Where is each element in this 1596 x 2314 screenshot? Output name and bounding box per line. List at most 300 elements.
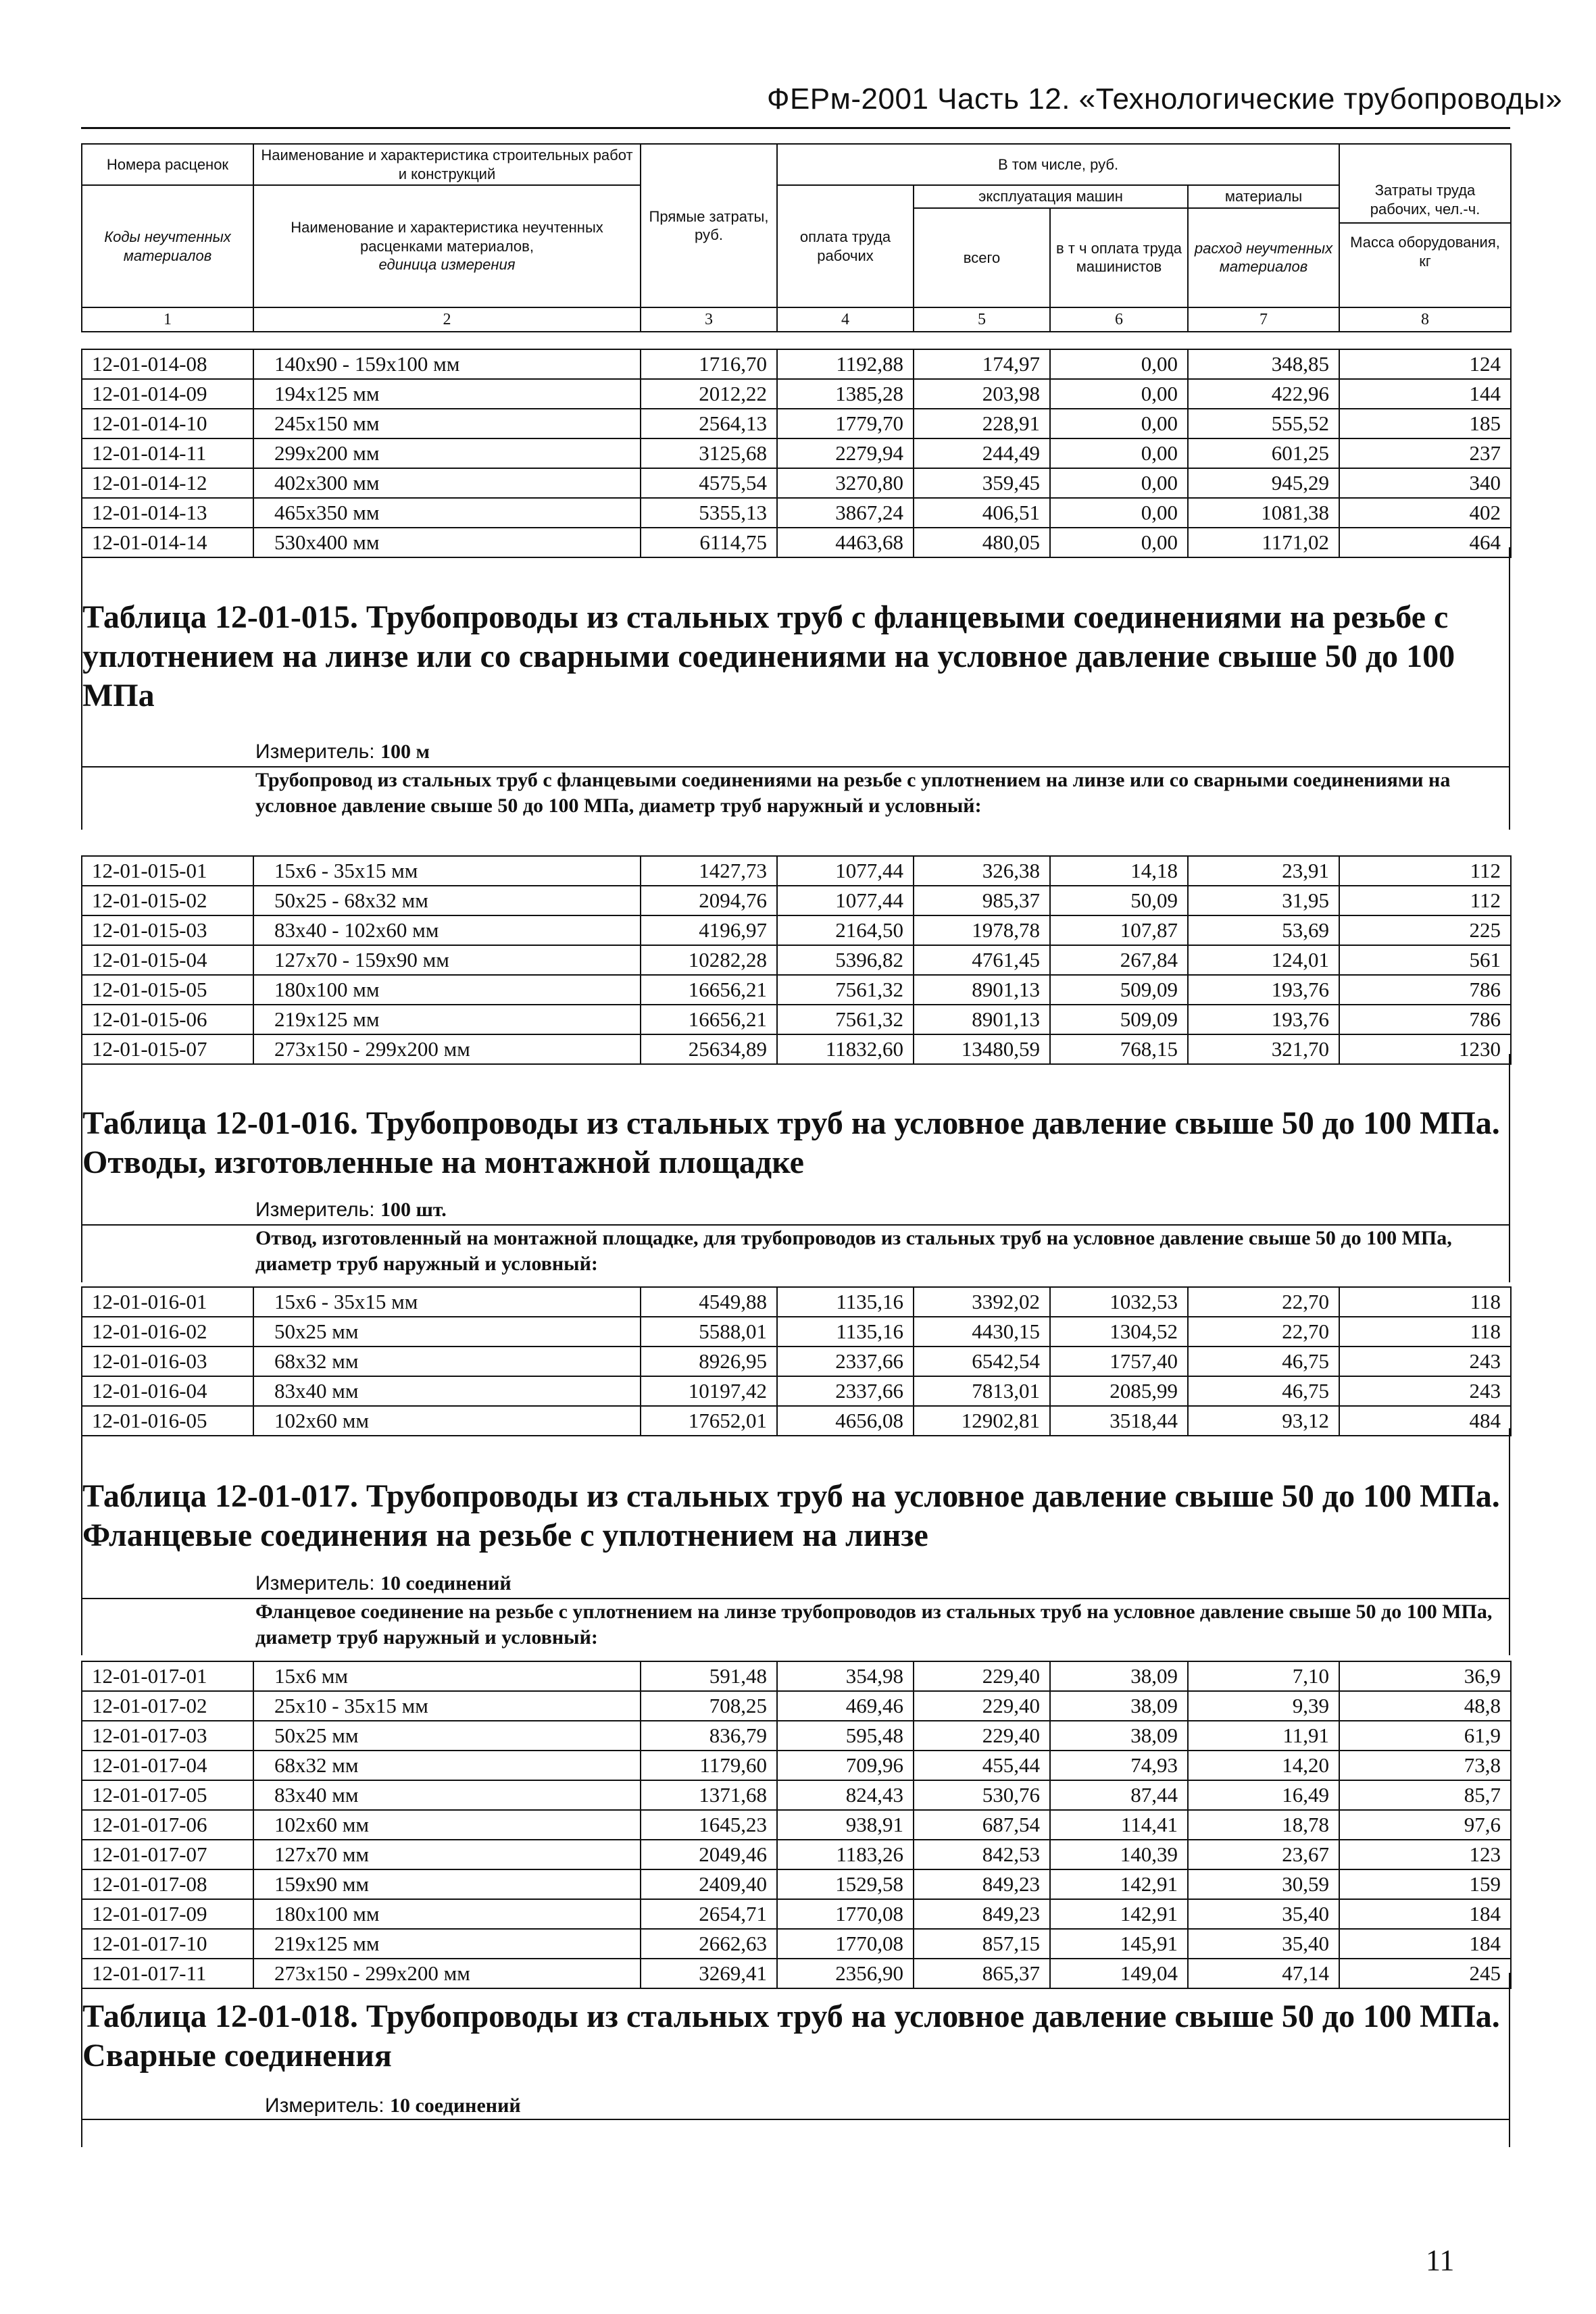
table-row (82, 1899, 1511, 1929)
cell-materials: 23,91 (1188, 856, 1339, 886)
cell-name: 219x125 мм (253, 1005, 641, 1034)
table-row (82, 975, 1511, 1005)
cell-code: 12-01-014-13 (82, 498, 253, 528)
cell-labor-hours: 73,8 (1339, 1751, 1511, 1780)
cell-machine-total: 8901,13 (914, 975, 1050, 1005)
cell-machinist-pay: 107,87 (1050, 915, 1188, 945)
cell-direct-costs: 1427,73 (641, 856, 777, 886)
cell-direct-costs: 4575,54 (641, 468, 777, 498)
cell-machinist-pay: 87,44 (1050, 1780, 1188, 1810)
table-016 (81, 1286, 1512, 1436)
cell-labor-pay: 2337,66 (777, 1376, 914, 1406)
cell-code: 12-01-014-08 (82, 349, 253, 379)
cell-name: 50x25 мм (253, 1317, 641, 1347)
frame-right-015b (1509, 1054, 1510, 1120)
cell-labor-hours: 124 (1339, 349, 1511, 379)
table-row (82, 1347, 1511, 1376)
cell-code: 12-01-017-06 (82, 1810, 253, 1840)
cell-labor-hours: 36,9 (1339, 1661, 1511, 1691)
cell-code: 12-01-017-07 (82, 1840, 253, 1869)
cell-name: 273x150 - 299x200 мм (253, 1959, 641, 1988)
cell-code: 12-01-016-01 (82, 1287, 253, 1317)
cell-labor-pay: 1077,44 (777, 886, 914, 915)
cell-machinist-pay: 142,91 (1050, 1869, 1188, 1899)
cell-machinist-pay: 145,91 (1050, 1929, 1188, 1959)
cell-name: 83x40 - 102x60 мм (253, 915, 641, 945)
frame-right-016b (1509, 1428, 1510, 1493)
cell-machine-total: 455,44 (914, 1751, 1050, 1780)
cell-direct-costs: 2012,22 (641, 379, 777, 409)
table-015-measure: Измеритель: 100 м (255, 740, 430, 763)
table-017-title: Таблица 12-01-017. Трубопроводы из стальных труб на условное давление свыше 50 до 100 МПа. Фланцевые соединения на резьбе с уплотнением на линзе (82, 1478, 1500, 1553)
cell-name: 273x150 - 299x200 мм (253, 1034, 641, 1064)
table-018-title: Таблица 12-01-018. Трубопроводы из стальных труб на условное давление свыше 50 до 100 МПа. Сварные соединения (82, 1998, 1500, 2073)
cell-direct-costs: 5355,13 (641, 498, 777, 528)
table-row (82, 1661, 1511, 1691)
cell-direct-costs: 708,25 (641, 1691, 777, 1721)
cell-code: 12-01-015-06 (82, 1005, 253, 1034)
cell-machinist-pay: 0,00 (1050, 498, 1188, 528)
cell-materials: 47,14 (1188, 1959, 1339, 1988)
cell-machine-total: 6542,54 (914, 1347, 1050, 1376)
table-row (82, 438, 1511, 468)
cell-materials: 124,01 (1188, 945, 1339, 975)
table-row (82, 856, 1511, 886)
cell-labor-hours: 237 (1339, 438, 1511, 468)
cell-name: 140x90 - 159x100 мм (253, 349, 641, 379)
cell-machinist-pay: 0,00 (1050, 409, 1188, 438)
cell-direct-costs: 2049,46 (641, 1840, 777, 1869)
cell-labor-hours: 61,9 (1339, 1721, 1511, 1751)
cell-materials: 35,40 (1188, 1929, 1339, 1959)
cell-materials: 1171,02 (1188, 528, 1339, 557)
cell-name: 127x70 - 159x90 мм (253, 945, 641, 975)
table-row (82, 1287, 1511, 1317)
cell-name: 50x25 - 68x32 мм (253, 886, 641, 915)
cell-name: 102x60 мм (253, 1406, 641, 1436)
cell-labor-hours: 112 (1339, 886, 1511, 915)
cell-labor-pay: 1135,16 (777, 1287, 914, 1317)
frame-right-017 (1509, 1493, 1510, 1655)
cell-machine-total: 174,97 (914, 349, 1050, 379)
cell-labor-hours: 112 (1339, 856, 1511, 886)
cell-name: 102x60 мм (253, 1810, 641, 1840)
cell-labor-pay: 2279,94 (777, 438, 914, 468)
header-labor-pay: оплата труда рабочих (777, 185, 914, 307)
cell-direct-costs: 4196,97 (641, 915, 777, 945)
cell-direct-costs: 10282,28 (641, 945, 777, 975)
cell-code: 12-01-017-08 (82, 1869, 253, 1899)
cell-materials: 945,29 (1188, 468, 1339, 498)
cell-name: 530x400 мм (253, 528, 641, 557)
cell-code: 12-01-014-11 (82, 438, 253, 468)
cell-code: 12-01-016-05 (82, 1406, 253, 1436)
cell-materials: 193,76 (1188, 1005, 1339, 1034)
header-col2-top: Наименование и характеристика строительных работ и конструкций (253, 144, 641, 185)
header-rule (81, 127, 1510, 129)
frame-right-015 (1509, 586, 1510, 830)
cell-machinist-pay: 0,00 (1050, 379, 1188, 409)
table-row (82, 945, 1511, 975)
cell-machine-total: 849,23 (914, 1899, 1050, 1929)
cell-direct-costs: 5588,01 (641, 1317, 777, 1347)
cell-name: 50x25 мм (253, 1721, 641, 1751)
cell-machinist-pay: 38,09 (1050, 1691, 1188, 1721)
cell-machine-total: 244,49 (914, 438, 1050, 468)
cell-machine-total: 229,40 (914, 1661, 1050, 1691)
cell-materials: 11,91 (1188, 1721, 1339, 1751)
cell-labor-hours: 786 (1339, 975, 1511, 1005)
cell-labor-pay: 1770,08 (777, 1929, 914, 1959)
cell-materials: 193,76 (1188, 975, 1339, 1005)
cell-materials: 93,12 (1188, 1406, 1339, 1436)
cell-labor-hours: 118 (1339, 1317, 1511, 1347)
cell-labor-hours: 561 (1339, 945, 1511, 975)
table-016-measure: Измеритель: 100 шт. (255, 1199, 447, 1221)
header-materials: материалы (1188, 185, 1339, 208)
table-015-group: Трубопровод из стальных труб с фланцевыми соединениями на резьбе с уплотнением на линзе или со сварными соединениями на условное давление свыше 50 до 100 МПа, диаметр труб наружный и условный: (255, 769, 1451, 817)
table-row (82, 1810, 1511, 1840)
cell-name: 15x6 - 35x15 мм (253, 1287, 641, 1317)
header-col2-bottom: Наименование и характеристика неучтенных расценками материалов, единица измерения (253, 185, 641, 307)
cell-labor-pay: 1135,16 (777, 1317, 914, 1347)
table-row (82, 886, 1511, 915)
cell-labor-pay: 1779,70 (777, 409, 914, 438)
cell-labor-pay: 2356,90 (777, 1959, 914, 1988)
cell-code: 12-01-014-14 (82, 528, 253, 557)
cell-labor-pay: 469,46 (777, 1691, 914, 1721)
cell-code: 12-01-014-10 (82, 409, 253, 438)
cell-labor-hours: 786 (1339, 1005, 1511, 1034)
cell-code: 12-01-017-02 (82, 1691, 253, 1721)
cell-machine-total: 4761,45 (914, 945, 1050, 975)
header-machine-op: эксплуатация машин (914, 185, 1188, 208)
cell-machinist-pay: 0,00 (1050, 528, 1188, 557)
cell-machine-total: 1978,78 (914, 915, 1050, 945)
cell-direct-costs: 25634,89 (641, 1034, 777, 1064)
cell-name: 159x90 мм (253, 1869, 641, 1899)
table-row (82, 1721, 1511, 1751)
cell-machine-total: 687,54 (914, 1810, 1050, 1840)
table-017 (81, 1661, 1512, 1989)
cell-machine-total: 229,40 (914, 1721, 1050, 1751)
cell-machinist-pay: 50,09 (1050, 886, 1188, 915)
cell-code: 12-01-017-04 (82, 1751, 253, 1780)
cell-materials: 14,20 (1188, 1751, 1339, 1780)
table-row (82, 1406, 1511, 1436)
frame-right-018 (1509, 2039, 1510, 2147)
cell-direct-costs: 2662,63 (641, 1929, 777, 1959)
table-017-group: Фланцевое соединение на резьбе с уплотнением на линзе трубопроводов из стальных труб на условное давление свыше 50 до 100 МПа, диаметр труб наружный и условный: (255, 1601, 1493, 1649)
cell-labor-pay: 5396,82 (777, 945, 914, 975)
cell-direct-costs: 2654,71 (641, 1899, 777, 1929)
cell-code: 12-01-016-04 (82, 1376, 253, 1406)
cell-direct-costs: 1645,23 (641, 1810, 777, 1840)
header-incl: В том числе, руб. (777, 144, 1339, 185)
header-number-row: 1 2 3 4 5 6 7 8 (82, 307, 1511, 332)
cell-labor-pay: 7561,32 (777, 1005, 914, 1034)
cell-direct-costs: 591,48 (641, 1661, 777, 1691)
cell-labor-pay: 1192,88 (777, 349, 914, 379)
cell-machine-total: 8901,13 (914, 1005, 1050, 1034)
cell-name: 245x150 мм (253, 409, 641, 438)
cell-labor-hours: 484 (1339, 1406, 1511, 1436)
cell-code: 12-01-017-03 (82, 1721, 253, 1751)
cell-materials: 18,78 (1188, 1810, 1339, 1840)
cell-direct-costs: 1179,60 (641, 1751, 777, 1780)
cell-name: 83x40 мм (253, 1780, 641, 1810)
cell-machinist-pay: 267,84 (1050, 945, 1188, 975)
cell-labor-hours: 245 (1339, 1959, 1511, 1988)
cell-materials: 7,10 (1188, 1661, 1339, 1691)
table-row (82, 1869, 1511, 1899)
cell-labor-pay: 4463,68 (777, 528, 914, 557)
table-row (82, 498, 1511, 528)
cell-materials: 601,25 (1188, 438, 1339, 468)
cell-labor-pay: 1077,44 (777, 856, 914, 886)
cell-machinist-pay: 1757,40 (1050, 1347, 1188, 1376)
cell-direct-costs: 6114,75 (641, 528, 777, 557)
cell-labor-hours: 184 (1339, 1929, 1511, 1959)
frame-right-016 (1509, 1120, 1510, 1282)
cell-machine-total: 842,53 (914, 1840, 1050, 1869)
cell-direct-costs: 3269,41 (641, 1959, 777, 1988)
cell-name: 299x200 мм (253, 438, 641, 468)
cell-name: 68x32 мм (253, 1751, 641, 1780)
cell-code: 12-01-016-03 (82, 1347, 253, 1376)
cell-direct-costs: 8926,95 (641, 1347, 777, 1376)
cell-name: 68x32 мм (253, 1347, 641, 1376)
cell-direct-costs: 1371,68 (641, 1780, 777, 1810)
cell-code: 12-01-015-01 (82, 856, 253, 886)
cell-materials: 22,70 (1188, 1287, 1339, 1317)
table-row (82, 468, 1511, 498)
cell-machinist-pay: 0,00 (1050, 468, 1188, 498)
cell-direct-costs: 2564,13 (641, 409, 777, 438)
cell-labor-pay: 938,91 (777, 1810, 914, 1840)
cell-machine-total: 326,38 (914, 856, 1050, 886)
frame-left-014 (81, 547, 82, 586)
header-col1-top: Номера расценок (82, 144, 253, 185)
cell-labor-pay: 1529,58 (777, 1869, 914, 1899)
table-014 (81, 349, 1512, 558)
table-row (82, 409, 1511, 438)
cell-machine-total: 3392,02 (914, 1287, 1050, 1317)
cell-code: 12-01-014-09 (82, 379, 253, 409)
header-col1-bottom: Коды неучтенных материалов (82, 185, 253, 307)
cell-labor-hours: 118 (1339, 1287, 1511, 1317)
cell-labor-hours: 123 (1339, 1840, 1511, 1869)
cell-direct-costs: 4549,88 (641, 1287, 777, 1317)
cell-machinist-pay: 509,09 (1050, 1005, 1188, 1034)
cell-labor-pay: 595,48 (777, 1721, 914, 1751)
cell-code: 12-01-015-03 (82, 915, 253, 945)
cell-code: 12-01-015-07 (82, 1034, 253, 1064)
cell-code: 12-01-017-10 (82, 1929, 253, 1959)
table-row (82, 1034, 1511, 1064)
cell-code: 12-01-015-02 (82, 886, 253, 915)
table-row (82, 915, 1511, 945)
cell-machine-total: 229,40 (914, 1691, 1050, 1721)
cell-labor-hours: 340 (1339, 468, 1511, 498)
cell-materials: 321,70 (1188, 1034, 1339, 1064)
table-017-measure: Измеритель: 10 соединений (255, 1572, 512, 1594)
cell-name: 465x350 мм (253, 498, 641, 528)
cell-machinist-pay: 1304,52 (1050, 1317, 1188, 1347)
cell-machine-total: 985,37 (914, 886, 1050, 915)
cell-name: 127x70 мм (253, 1840, 641, 1869)
cell-labor-hours: 185 (1339, 409, 1511, 438)
cell-machine-total: 480,05 (914, 528, 1050, 557)
cell-labor-pay: 354,98 (777, 1661, 914, 1691)
table-016-group: Отвод, изготовленный на монтажной площадке, для трубопроводов из стальных труб на условное давление свыше 50 до 100 МПа, диаметр труб наружный и условный: (255, 1227, 1452, 1275)
cell-labor-hours: 464 (1339, 528, 1511, 557)
table-row (82, 1751, 1511, 1780)
cell-labor-hours: 184 (1339, 1899, 1511, 1929)
cell-code: 12-01-017-11 (82, 1959, 253, 1988)
cell-machine-total: 203,98 (914, 379, 1050, 409)
cell-materials: 1081,38 (1188, 498, 1339, 528)
cell-labor-pay: 3867,24 (777, 498, 914, 528)
cell-machinist-pay: 2085,99 (1050, 1376, 1188, 1406)
cell-machine-total: 530,76 (914, 1780, 1050, 1810)
cell-machinist-pay: 114,41 (1050, 1810, 1188, 1840)
table-row (82, 1959, 1511, 1988)
frame-right-014 (1509, 547, 1510, 586)
header-machinist-pay: в т ч оплата труда машинистов (1050, 208, 1188, 308)
cell-materials: 23,67 (1188, 1840, 1339, 1869)
cell-labor-pay: 2164,50 (777, 915, 914, 945)
cell-direct-costs: 3125,68 (641, 438, 777, 468)
cell-machinist-pay: 74,93 (1050, 1751, 1188, 1780)
cell-labor-hours: 144 (1339, 379, 1511, 409)
table-row (82, 1005, 1511, 1034)
table-row (82, 1691, 1511, 1721)
cell-machinist-pay: 0,00 (1050, 349, 1188, 379)
cell-code: 12-01-016-02 (82, 1317, 253, 1347)
cell-machine-total: 359,45 (914, 468, 1050, 498)
table-018-measure: Измеритель: 10 соединений (265, 2094, 521, 2117)
cell-labor-hours: 402 (1339, 498, 1511, 528)
cell-labor-pay: 7561,32 (777, 975, 914, 1005)
table-row (82, 1317, 1511, 1347)
cell-direct-costs: 17652,01 (641, 1406, 777, 1436)
cell-labor-pay: 824,43 (777, 1780, 914, 1810)
cell-machine-total: 849,23 (914, 1869, 1050, 1899)
table-015-title: Таблица 12-01-015. Трубопроводы из стальных труб с фланцевыми соединениями на резьбе с уплотнением на линзе или со сварными соединениями на условное давление свыше 50 до 100 МПа (82, 599, 1455, 713)
cell-labor-hours: 225 (1339, 915, 1511, 945)
cell-machine-total: 12902,81 (914, 1406, 1050, 1436)
cell-direct-costs: 10197,42 (641, 1376, 777, 1406)
header-equip-mass: Масса оборудования, кг (1350, 234, 1500, 270)
cell-materials: 16,49 (1188, 1780, 1339, 1810)
cell-materials: 555,52 (1188, 409, 1339, 438)
header-materials-unacc: расход неучтенных материалов (1188, 208, 1339, 308)
cell-materials: 30,59 (1188, 1869, 1339, 1899)
column-header-table (81, 143, 1512, 332)
table-row (82, 1780, 1511, 1810)
cell-labor-pay: 709,96 (777, 1751, 914, 1780)
header-direct-costs: Прямые затраты, руб. (641, 144, 777, 307)
cell-code: 12-01-017-05 (82, 1780, 253, 1810)
cell-name: 25x10 - 35x15 мм (253, 1691, 641, 1721)
cell-labor-pay: 4656,08 (777, 1406, 914, 1436)
cell-code: 12-01-014-12 (82, 468, 253, 498)
table-016-title: Таблица 12-01-016. Трубопроводы из стальных труб на условное давление свыше 50 до 100 МПа. Отводы, изготовленные на монтажной площадке (82, 1105, 1500, 1180)
cell-materials: 53,69 (1188, 915, 1339, 945)
cell-direct-costs: 16656,21 (641, 975, 777, 1005)
page-number: 11 (1426, 2244, 1455, 2277)
table-row (82, 379, 1511, 409)
table-015 (81, 855, 1512, 1065)
cell-machinist-pay: 38,09 (1050, 1721, 1188, 1751)
cell-direct-costs: 2409,40 (641, 1869, 777, 1899)
header-labor-cell (1339, 144, 1511, 307)
cell-materials: 22,70 (1188, 1317, 1339, 1347)
cell-name: 15x6 - 35x15 мм (253, 856, 641, 886)
frame-right-017b (1509, 1973, 1510, 2039)
cell-machinist-pay: 142,91 (1050, 1899, 1188, 1929)
cell-name: 180x100 мм (253, 975, 641, 1005)
cell-name: 83x40 мм (253, 1376, 641, 1406)
cell-direct-costs: 836,79 (641, 1721, 777, 1751)
cell-labor-hours: 243 (1339, 1347, 1511, 1376)
cell-direct-costs: 2094,76 (641, 886, 777, 915)
cell-labor-hours: 48,8 (1339, 1691, 1511, 1721)
cell-machine-total: 865,37 (914, 1959, 1050, 1988)
cell-machine-total: 406,51 (914, 498, 1050, 528)
cell-machinist-pay: 140,39 (1050, 1840, 1188, 1869)
table-row (82, 1376, 1511, 1406)
cell-name: 219x125 мм (253, 1929, 641, 1959)
table-018-bottom-rule (81, 2119, 1510, 2120)
cell-labor-hours: 159 (1339, 1869, 1511, 1899)
cell-machine-total: 857,15 (914, 1929, 1050, 1959)
cell-machinist-pay: 149,04 (1050, 1959, 1188, 1988)
cell-name: 402x300 мм (253, 468, 641, 498)
cell-machinist-pay: 38,09 (1050, 1661, 1188, 1691)
cell-code: 12-01-017-09 (82, 1899, 253, 1929)
cell-name: 180x100 мм (253, 1899, 641, 1929)
cell-direct-costs: 1716,70 (641, 349, 777, 379)
cell-materials: 31,95 (1188, 886, 1339, 915)
cell-labor-pay: 3270,80 (777, 468, 914, 498)
cell-machinist-pay: 14,18 (1050, 856, 1188, 886)
cell-materials: 46,75 (1188, 1376, 1339, 1406)
cell-labor-pay: 11832,60 (777, 1034, 914, 1064)
cell-labor-pay: 1183,26 (777, 1840, 914, 1869)
cell-name: 15x6 мм (253, 1661, 641, 1691)
cell-machine-total: 4430,15 (914, 1317, 1050, 1347)
cell-machine-total: 13480,59 (914, 1034, 1050, 1064)
running-head: ФЕРм-2001 Часть 12. «Технологические трубопроводы» (767, 82, 1563, 116)
cell-labor-hours: 85,7 (1339, 1780, 1511, 1810)
cell-materials: 422,96 (1188, 379, 1339, 409)
cell-materials: 46,75 (1188, 1347, 1339, 1376)
cell-machinist-pay: 1032,53 (1050, 1287, 1188, 1317)
cell-code: 12-01-015-04 (82, 945, 253, 975)
cell-machine-total: 228,91 (914, 409, 1050, 438)
table-row (82, 1929, 1511, 1959)
cell-labor-pay: 1385,28 (777, 379, 914, 409)
table-row (82, 528, 1511, 557)
cell-machinist-pay: 768,15 (1050, 1034, 1188, 1064)
cell-code: 12-01-017-01 (82, 1661, 253, 1691)
cell-materials: 348,85 (1188, 349, 1339, 379)
cell-labor-hours: 97,6 (1339, 1810, 1511, 1840)
cell-direct-costs: 16656,21 (641, 1005, 777, 1034)
cell-labor-pay: 2337,66 (777, 1347, 914, 1376)
